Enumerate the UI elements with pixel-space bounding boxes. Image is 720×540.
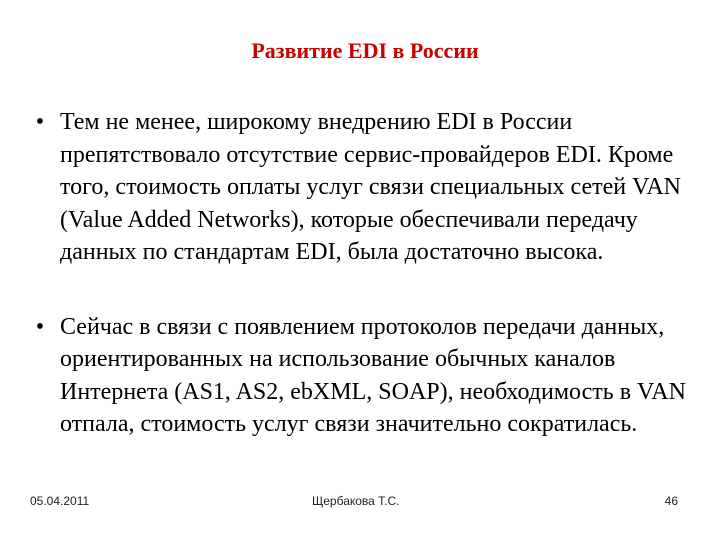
bullet-marker: •	[35, 313, 45, 340]
bullet-text: Тем не менее, широкому внедрению EDI в России препятствовало отсутствие сервис-провайдеров EDI. Кроме того, стоимость оплаты услуг связи специальных сетей VAN (Value Added Networks), которые обеспечивали передачу данных по стандартам EDI, была достаточно высока.	[60, 109, 681, 265]
bullet-list	[28, 106, 700, 441]
slide-title: Развитие EDI в России	[251, 38, 479, 63]
bullet-marker: •	[35, 109, 45, 135]
bullet-item	[28, 106, 700, 269]
footer-author: Щербакова Т.С.	[312, 494, 400, 508]
footer-date: 05.04.2011	[30, 494, 90, 508]
footer-page-number: 46	[664, 494, 678, 508]
bullet-text: Сейчас в связи с появлением протоколов передачи данных, ориентированных на использование обычных каналов Интернета (AS1, AS2, ebXML, SOAP), необходимость в VAN отпала, стоимость услуг связи значительно сократилась.	[60, 313, 686, 437]
bullet-item	[28, 311, 700, 441]
